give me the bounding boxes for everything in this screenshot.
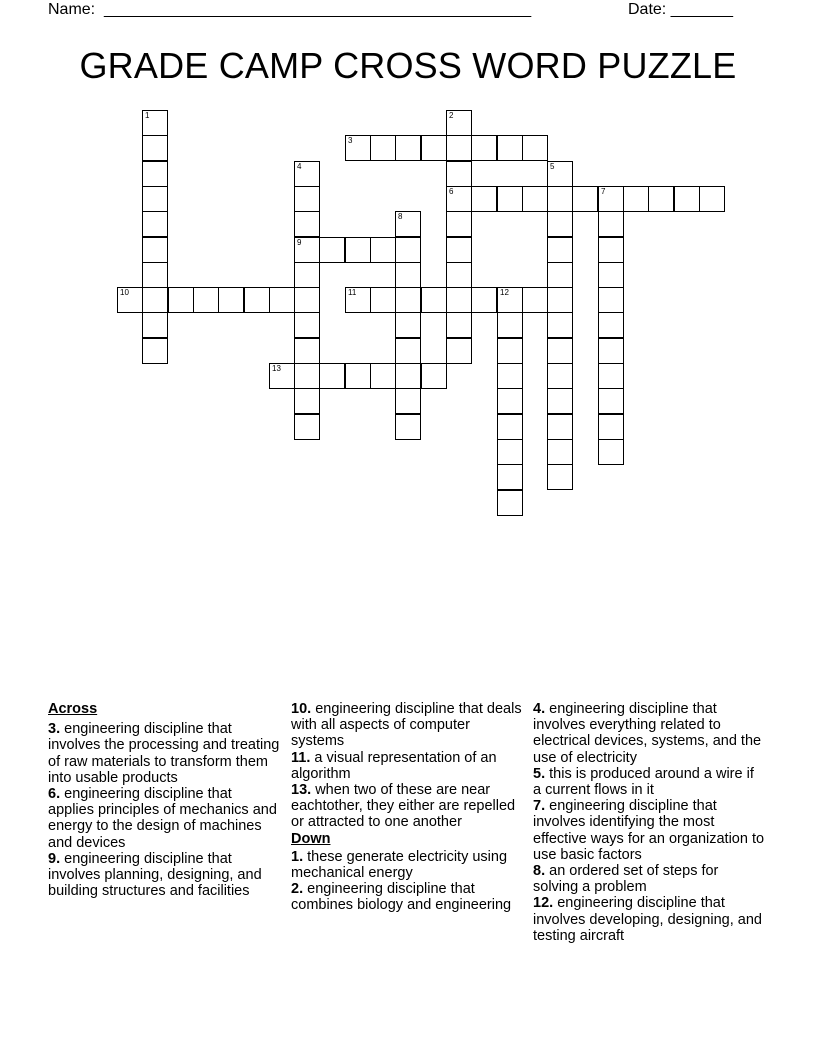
cell-number: 6 bbox=[449, 187, 454, 196]
clue-across-11: 11. a visual representation of an algorithm bbox=[291, 749, 497, 782]
clue-down-2: 2. engineering discipline that combines biology and engineering bbox=[291, 881, 512, 914]
crossword-cell[interactable] bbox=[547, 237, 573, 263]
crossword-cell[interactable] bbox=[446, 211, 472, 237]
crossword-cell[interactable] bbox=[497, 287, 523, 313]
crossword-cell[interactable] bbox=[294, 363, 320, 389]
crossword-cell[interactable] bbox=[395, 363, 421, 389]
crossword-cell[interactable] bbox=[395, 312, 421, 338]
cell-number: 13 bbox=[272, 364, 281, 373]
crossword-cell[interactable] bbox=[598, 262, 624, 288]
crossword-cell[interactable] bbox=[370, 287, 396, 313]
name-label: Name: bbox=[48, 1, 96, 18]
crossword-cell[interactable] bbox=[547, 414, 573, 440]
crossword-cell[interactable] bbox=[244, 287, 270, 313]
crossword-cell[interactable] bbox=[547, 363, 573, 389]
date-field[interactable]: Date: _______ bbox=[628, 1, 733, 18]
crossword-cell[interactable] bbox=[446, 135, 472, 161]
crossword-cell[interactable] bbox=[269, 287, 295, 313]
crossword-cell[interactable] bbox=[345, 237, 371, 263]
crossword-cell[interactable] bbox=[522, 135, 548, 161]
page-title: GRADE CAMP CROSS WORD PUZZLE bbox=[79, 45, 737, 86]
crossword-cell[interactable] bbox=[497, 135, 523, 161]
crossword-cell[interactable] bbox=[345, 135, 371, 161]
crossword-cell[interactable] bbox=[547, 338, 573, 364]
crossword-cell[interactable] bbox=[547, 388, 573, 414]
crossword-cell[interactable] bbox=[421, 287, 447, 313]
name-field[interactable]: ________________________________________________ bbox=[104, 1, 532, 18]
cell-number: 11 bbox=[348, 288, 357, 297]
cell-number: 3 bbox=[348, 136, 353, 145]
crossword-cell[interactable] bbox=[497, 312, 523, 338]
crossword-cell[interactable] bbox=[421, 135, 447, 161]
crossword-cell[interactable] bbox=[395, 338, 421, 364]
crossword-cell[interactable] bbox=[522, 186, 548, 212]
crossword-cell[interactable] bbox=[598, 338, 624, 364]
crossword-cell[interactable] bbox=[547, 161, 573, 187]
crossword-cell[interactable] bbox=[142, 287, 168, 313]
crossword-cell[interactable] bbox=[547, 287, 573, 313]
crossword-cell[interactable] bbox=[497, 490, 523, 516]
cell-number: 4 bbox=[297, 162, 302, 171]
crossword-cell[interactable] bbox=[142, 237, 168, 263]
crossword-cell[interactable] bbox=[497, 388, 523, 414]
crossword-cell[interactable] bbox=[294, 312, 320, 338]
crossword-cell[interactable] bbox=[395, 262, 421, 288]
crossword-cell[interactable] bbox=[446, 262, 472, 288]
crossword-cell[interactable] bbox=[497, 464, 523, 490]
crossword-cell[interactable] bbox=[547, 439, 573, 465]
crossword-cell[interactable] bbox=[294, 161, 320, 187]
clue-across-10: 10. engineering discipline that deals with all aspects of computer systems bbox=[291, 701, 522, 750]
crossword-cell[interactable] bbox=[294, 287, 320, 313]
cell-number: 9 bbox=[297, 238, 302, 247]
crossword-cell[interactable] bbox=[395, 211, 421, 237]
crossword-cell[interactable] bbox=[471, 135, 497, 161]
crossword-cell[interactable] bbox=[142, 211, 168, 237]
crossword-cell[interactable] bbox=[421, 363, 447, 389]
crossword-cell[interactable] bbox=[547, 186, 573, 212]
crossword-cell[interactable] bbox=[598, 211, 624, 237]
crossword-cell[interactable] bbox=[395, 414, 421, 440]
across-heading: Across bbox=[48, 701, 98, 717]
crossword-cell[interactable] bbox=[547, 464, 573, 490]
crossword-cell[interactable] bbox=[142, 262, 168, 288]
clue-across-6: 6. engineering discipline that applies principles of mechanics and energy to the design of machines and devices bbox=[48, 786, 277, 851]
crossword-cell[interactable] bbox=[168, 287, 194, 313]
crossword-cell[interactable] bbox=[345, 287, 371, 313]
crossword-cell[interactable] bbox=[294, 388, 320, 414]
crossword-cell[interactable] bbox=[395, 237, 421, 263]
cell-number: 10 bbox=[120, 288, 129, 297]
crossword-cell[interactable] bbox=[142, 312, 168, 338]
cell-number: 2 bbox=[449, 111, 454, 120]
crossword-cell[interactable] bbox=[370, 363, 396, 389]
crossword-cell[interactable] bbox=[699, 186, 725, 212]
crossword-cell[interactable] bbox=[117, 287, 143, 313]
crossword-cell[interactable] bbox=[142, 135, 168, 161]
crossword-cell[interactable] bbox=[395, 287, 421, 313]
clue-across-13: 13. when two of these are near eachtother, they either are repelled or attracted to one another bbox=[291, 782, 516, 831]
crossword-cell[interactable] bbox=[193, 287, 219, 313]
crossword-cell[interactable] bbox=[395, 388, 421, 414]
crossword-cell[interactable] bbox=[471, 186, 497, 212]
clue-down-4: 4. engineering discipline that involves everything related to electrical devices, systems, and the use of electricity bbox=[533, 701, 762, 766]
crossword-cell[interactable] bbox=[142, 161, 168, 187]
clue-across-9: 9. engineering discipline that involves planning, designing, and building structures and facilities bbox=[48, 850, 262, 900]
cell-number: 8 bbox=[398, 212, 403, 221]
cell-number: 7 bbox=[601, 187, 606, 196]
crossword-cell[interactable] bbox=[294, 211, 320, 237]
crossword-cell[interactable] bbox=[294, 262, 320, 288]
crossword-cell[interactable] bbox=[269, 363, 295, 389]
crossword-cell[interactable] bbox=[446, 110, 472, 136]
clues-column-3 bbox=[533, 701, 765, 944]
crossword-cell[interactable] bbox=[446, 312, 472, 338]
crossword-cell[interactable] bbox=[547, 262, 573, 288]
crossword-cell[interactable] bbox=[319, 363, 345, 389]
crossword-cell[interactable] bbox=[598, 414, 624, 440]
crossword-cell[interactable] bbox=[446, 237, 472, 263]
crossword-cell[interactable] bbox=[370, 237, 396, 263]
crossword-cell[interactable] bbox=[471, 287, 497, 313]
clues-column-2 bbox=[291, 701, 523, 914]
crossword-cell[interactable] bbox=[395, 135, 421, 161]
crossword-cell[interactable] bbox=[497, 186, 523, 212]
crossword-cell[interactable] bbox=[218, 287, 244, 313]
crossword-cell[interactable] bbox=[446, 287, 472, 313]
crossword-cell[interactable] bbox=[446, 186, 472, 212]
crossword-cell[interactable] bbox=[497, 363, 523, 389]
crossword-cell[interactable] bbox=[446, 338, 472, 364]
clues-column-1 bbox=[48, 701, 280, 899]
cell-number: 5 bbox=[550, 162, 555, 171]
crossword-cell[interactable] bbox=[547, 211, 573, 237]
crossword-cell[interactable] bbox=[598, 312, 624, 338]
cell-number: 1 bbox=[145, 111, 150, 120]
crossword-cell[interactable] bbox=[497, 414, 523, 440]
crossword-cell[interactable] bbox=[497, 338, 523, 364]
crossword-cell[interactable] bbox=[598, 388, 624, 414]
crossword-cell[interactable] bbox=[522, 287, 548, 313]
crossword-cell[interactable] bbox=[446, 161, 472, 187]
crossword-cell[interactable] bbox=[598, 439, 624, 465]
clue-across-3: 3. engineering discipline that involves the processing and treating of raw materials to transform them into usable products bbox=[48, 721, 280, 786]
crossword-cell[interactable] bbox=[497, 439, 523, 465]
crossword-cell[interactable] bbox=[674, 186, 700, 212]
cell-number: 12 bbox=[500, 288, 509, 297]
crossword-cell[interactable] bbox=[345, 363, 371, 389]
crossword-cell[interactable] bbox=[294, 237, 320, 263]
crossword-cell[interactable] bbox=[319, 237, 345, 263]
clue-down-7: 7. engineering discipline that involves identifying the most effective ways for an organization to use basic factors bbox=[533, 798, 765, 863]
crossword-cell[interactable] bbox=[572, 186, 598, 212]
crossword-cell[interactable] bbox=[648, 186, 674, 212]
crossword-cell[interactable] bbox=[294, 414, 320, 440]
crossword-cell[interactable] bbox=[294, 338, 320, 364]
crossword-cell[interactable] bbox=[598, 186, 624, 212]
clue-down-1: 1. these generate electricity using mechanical energy bbox=[291, 848, 508, 882]
crossword-cell[interactable] bbox=[142, 110, 168, 136]
crossword-cell[interactable] bbox=[294, 186, 320, 212]
crossword-cell[interactable] bbox=[623, 186, 649, 212]
clue-down-8: 8. an ordered set of steps for solving a problem bbox=[533, 863, 719, 896]
crossword-cell[interactable] bbox=[547, 312, 573, 338]
clue-down-5: 5. this is produced around a wire if a current flows in it bbox=[533, 765, 754, 799]
crossword-cell[interactable] bbox=[370, 135, 396, 161]
crossword-cell[interactable] bbox=[598, 237, 624, 263]
crossword-cell[interactable] bbox=[142, 338, 168, 364]
crossword-cell[interactable] bbox=[598, 287, 624, 313]
down-heading: Down bbox=[291, 830, 331, 847]
crossword-cell[interactable] bbox=[598, 363, 624, 389]
crossword-cell[interactable] bbox=[142, 186, 168, 212]
clue-down-12: 12. engineering discipline that involves developing, designing, and testing aircraft bbox=[533, 895, 762, 944]
